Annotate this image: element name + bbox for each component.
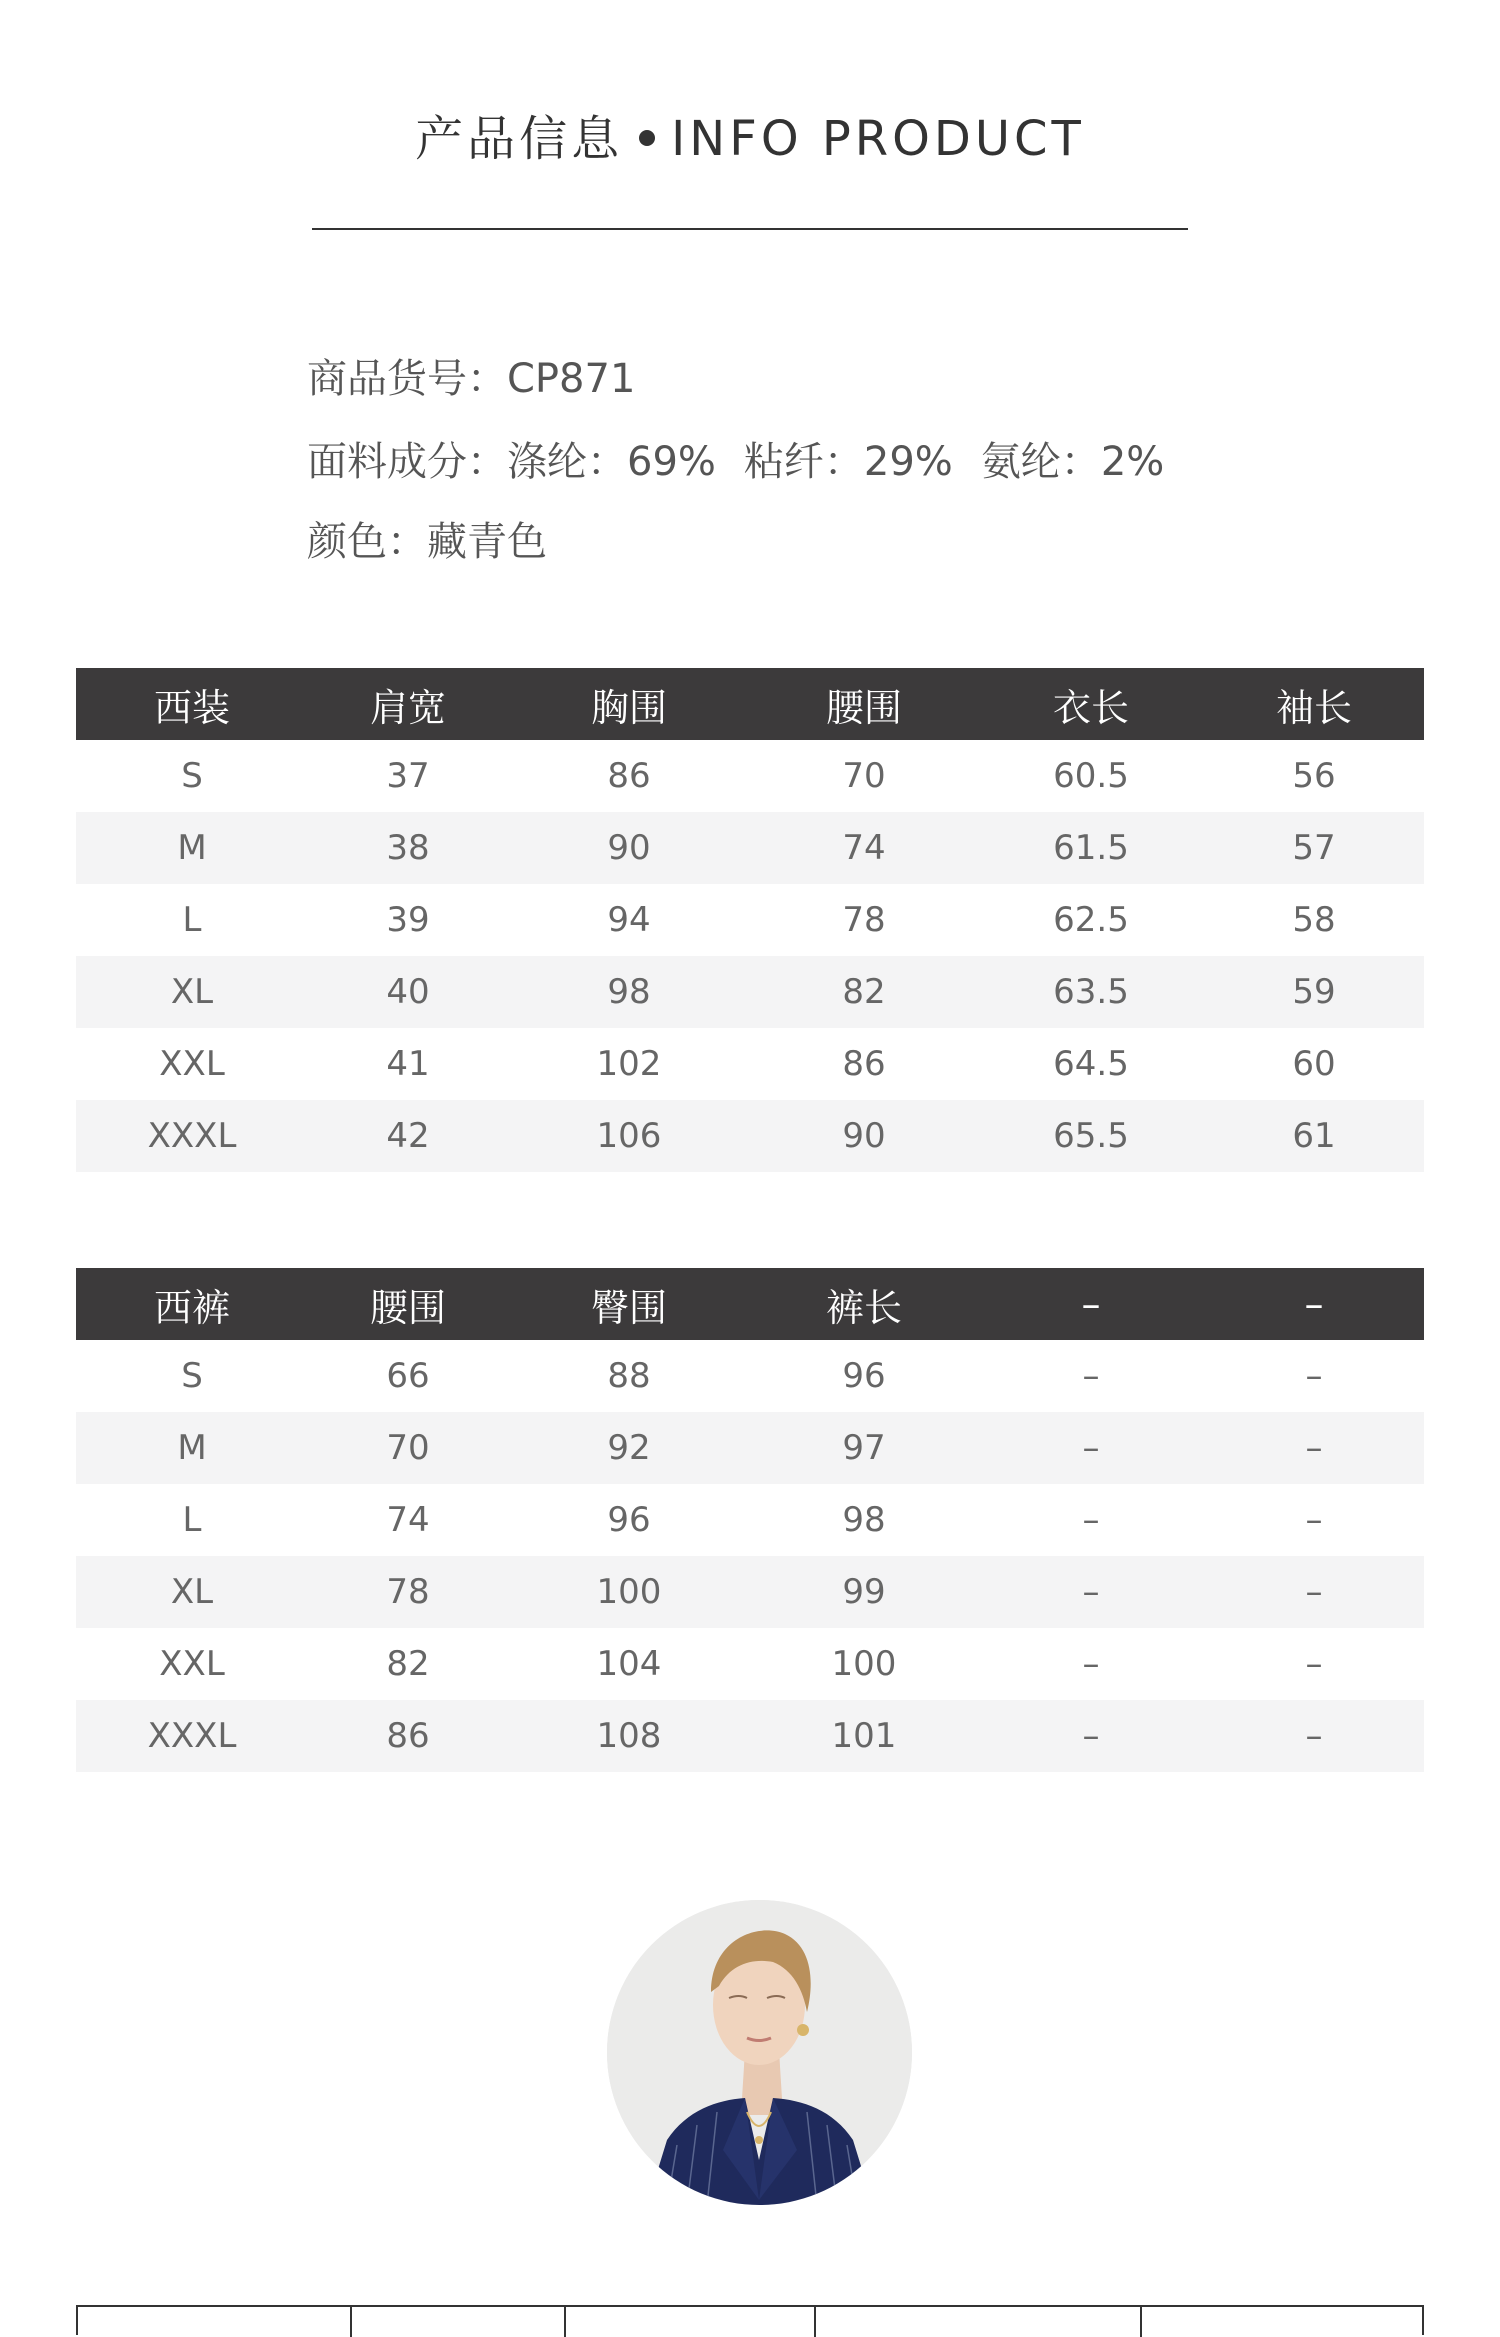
table-cell: 78	[308, 1556, 508, 1628]
table-cell: 108	[508, 1700, 750, 1772]
grid-divider	[350, 2307, 352, 2337]
pants-size-table	[76, 1268, 1424, 1772]
header-cell: 袖长	[1204, 668, 1424, 740]
table-cell: XXL	[159, 1044, 225, 1084]
header-cell: 臀围	[508, 1268, 750, 1340]
grid-divider	[814, 2307, 816, 2337]
table-cell: 90	[750, 1100, 978, 1172]
header-cell: –	[1204, 1268, 1424, 1340]
table-cell: XL	[76, 1556, 308, 1628]
product-color-line	[307, 510, 547, 567]
table-cell: 98	[508, 956, 750, 1028]
table-cell: 60	[1292, 1044, 1336, 1084]
table-cell: 86	[842, 1044, 886, 1084]
table-cell: 97	[750, 1412, 978, 1484]
table-cell: L	[182, 900, 202, 940]
header-cell: 裤长	[750, 1268, 978, 1340]
table-cell: 106	[508, 1100, 750, 1172]
jacket-table-header	[76, 668, 1424, 740]
title-dot-separator	[639, 130, 655, 146]
header-cell: 西装	[76, 668, 308, 740]
fabric-name: 涤纶：	[507, 439, 627, 485]
table-cell: 94	[607, 900, 651, 940]
table-row	[76, 1484, 1424, 1556]
table-cell: 100	[831, 1644, 897, 1684]
table-cell: 101	[750, 1700, 978, 1772]
table-cell: –	[1082, 1644, 1100, 1684]
table-cell: XXXL	[76, 1700, 308, 1772]
table-cell: M	[76, 812, 308, 884]
grid-divider	[1140, 2307, 1142, 2337]
header-cell: 腰围	[308, 1268, 508, 1340]
fabric-value: 2%	[1100, 439, 1165, 485]
table-cell: 70	[842, 756, 886, 796]
table-cell: 92	[508, 1412, 750, 1484]
section-title-cn: 产品信息	[415, 111, 624, 167]
table-cell: M	[76, 1412, 308, 1484]
table-cell: 96	[607, 1500, 651, 1540]
table-cell: 40	[308, 956, 508, 1028]
table-cell: 37	[386, 756, 430, 796]
header-cell: –	[978, 1268, 1204, 1340]
table-cell: –	[1204, 1556, 1424, 1628]
table-cell: 59	[1204, 956, 1424, 1028]
table-row	[76, 740, 1424, 812]
table-cell: S	[181, 756, 203, 796]
table-cell: 39	[386, 900, 430, 940]
table-cell: 99	[750, 1556, 978, 1628]
table-cell: –	[978, 1700, 1204, 1772]
table-cell: XXL	[159, 1644, 225, 1684]
table-row	[76, 1028, 1424, 1100]
jacket-size-table	[76, 668, 1424, 1172]
table-cell: 104	[596, 1644, 662, 1684]
table-cell: 41	[386, 1044, 430, 1084]
table-cell: 42	[308, 1100, 508, 1172]
table-cell: 100	[508, 1556, 750, 1628]
table-row	[76, 1100, 1424, 1172]
fabric-name: 粘纤：	[743, 439, 864, 485]
fabric-value: 29%	[863, 439, 953, 485]
table-row	[76, 1700, 1424, 1772]
table-cell: –	[978, 1556, 1204, 1628]
model-portrait-illustration	[607, 1900, 912, 2205]
table-cell: 98	[842, 1500, 886, 1540]
grid-divider	[564, 2307, 566, 2337]
table-cell: –	[1305, 1356, 1323, 1396]
table-cell: 78	[842, 900, 886, 940]
header-cell: 肩宽	[308, 668, 508, 740]
header-cell: 胸围	[508, 668, 750, 740]
table-cell: –	[978, 1412, 1204, 1484]
color-label: 颜色：	[307, 519, 427, 565]
table-cell: L	[182, 1500, 202, 1540]
table-cell: –	[1204, 1412, 1424, 1484]
table-cell: 57	[1204, 812, 1424, 884]
table-cell: 86	[308, 1700, 508, 1772]
table-cell: 90	[508, 812, 750, 884]
section-title	[0, 100, 1500, 169]
table-row	[76, 1628, 1424, 1700]
table-cell: –	[1204, 1700, 1424, 1772]
table-cell: 102	[596, 1044, 662, 1084]
table-cell: 62.5	[1053, 900, 1129, 940]
model-portrait	[607, 1900, 912, 2205]
table-cell: 60.5	[1053, 756, 1129, 796]
title-divider	[312, 228, 1188, 230]
sku-value: CP871	[507, 356, 636, 402]
table-cell: 66	[386, 1356, 430, 1396]
table-cell: 74	[750, 812, 978, 884]
table-cell: 74	[386, 1500, 430, 1540]
bottom-table-outline	[76, 2305, 1424, 2335]
table-cell: –	[1305, 1500, 1323, 1540]
table-row	[76, 1556, 1424, 1628]
table-cell: 86	[607, 756, 651, 796]
fabric-label: 面料成分：	[307, 439, 507, 485]
table-cell: XXXL	[76, 1100, 308, 1172]
table-row	[76, 812, 1424, 884]
table-cell: 96	[842, 1356, 886, 1396]
sku-label: 商品货号：	[307, 356, 507, 402]
color-value: 藏青色	[427, 519, 547, 565]
pants-table-header	[76, 1268, 1424, 1340]
table-row	[76, 1340, 1424, 1412]
product-sku-line	[307, 347, 635, 404]
table-cell: –	[1082, 1356, 1100, 1396]
table-cell: 58	[1292, 900, 1336, 940]
header-cell: 西裤	[76, 1268, 308, 1340]
header-cell: 腰围	[750, 668, 978, 740]
table-row	[76, 884, 1424, 956]
table-cell: S	[181, 1356, 203, 1396]
table-cell: –	[1305, 1644, 1323, 1684]
table-row	[76, 1412, 1424, 1484]
table-cell: 70	[308, 1412, 508, 1484]
table-cell: 61	[1204, 1100, 1424, 1172]
fabric-name: 氨纶：	[980, 439, 1101, 485]
table-row	[76, 956, 1424, 1028]
table-cell: XL	[76, 956, 308, 1028]
table-cell: 82	[386, 1644, 430, 1684]
table-cell: 61.5	[978, 812, 1204, 884]
table-cell: 63.5	[978, 956, 1204, 1028]
fabric-value: 69%	[627, 439, 716, 485]
product-fabric-line	[307, 430, 1164, 487]
table-cell: 65.5	[978, 1100, 1204, 1172]
table-cell: 64.5	[1053, 1044, 1129, 1084]
header-cell: 衣长	[978, 668, 1204, 740]
table-cell: 88	[607, 1356, 651, 1396]
table-cell: 82	[750, 956, 978, 1028]
table-cell: 56	[1292, 756, 1336, 796]
section-title-en: INFO PRODUCT	[671, 111, 1085, 167]
table-cell: –	[1082, 1500, 1100, 1540]
table-cell: 38	[308, 812, 508, 884]
